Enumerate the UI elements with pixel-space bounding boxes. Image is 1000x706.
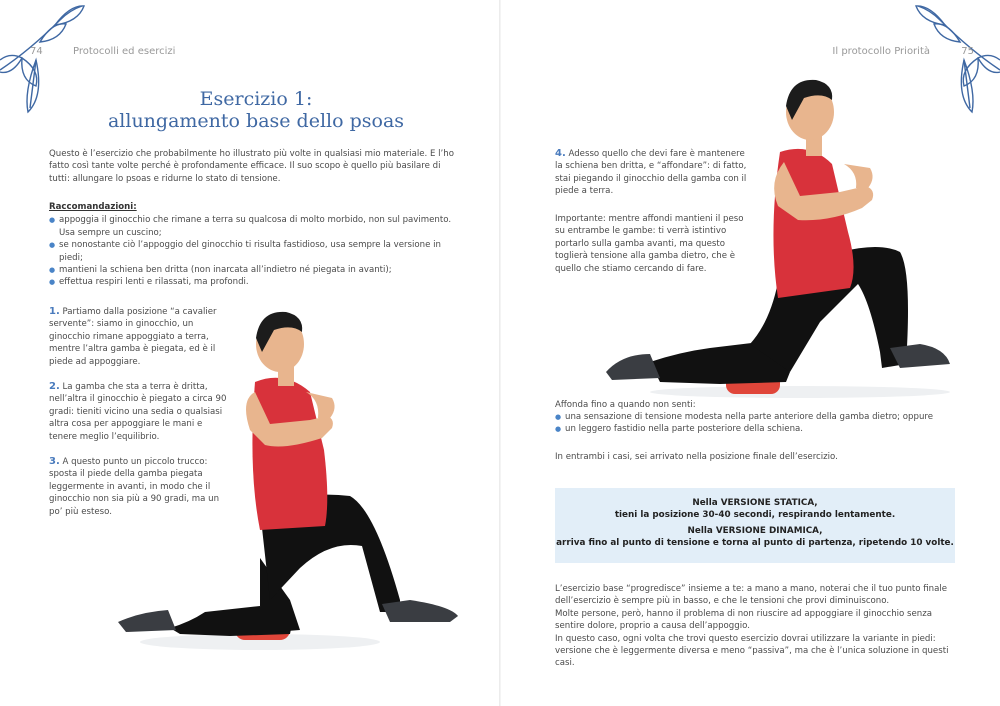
exercise-title [96,88,416,132]
intro-paragraph: Questo è l’esercizio che probabilmente ho illustrato più volte in qualsiasi mio materiale. E l’ho fatto così tante volte perché è profondamente efficace. Il suo scopo è quello più basilare di tutti: allungare lo psoas e ridurne lo stato di tensione. [49,149,454,184]
exercise-title-line2: allungamento base dello psoas [107,110,405,132]
book-gutter [499,0,501,706]
affonda-paragraph: Affonda fino a quando non senti: [555,400,696,410]
list-item: ● se nonostante ciò l’appoggio del ginocchio ti risulta fastidioso, usa sempre la versione in piedi; [49,239,459,264]
step-text: Partiamo dalla posizione “a cavalier servente”: siamo in ginocchio, un ginocchio rimane appoggiato a terra, mentre l’altra gamba è piegata, ed è il piede ad appoggiare. [49,307,217,367]
step-number: 4. [555,148,566,159]
exercise-title-line1: Esercizio 1: [199,88,313,110]
running-head-right: Il protocollo Priorità [832,46,930,57]
step-text: A questo punto un piccolo trucco: sposta il piede della gamba piegata leggermente in avanti, in modo che il ginocchio non sia più a 90 gradi, ma un po’ più esteso. [49,457,220,517]
final-position-paragraph: In entrambi i casi, sei arrivato nella posizione finale dell’esercizio. [555,452,838,462]
list-item: ● una sensazione di tensione modesta nella parte anteriore della gamba dietro; oppure [555,411,955,423]
page-number-left: 74 [30,46,43,57]
leaf-ornament-icon [0,0,90,120]
outro-paragraph: In questo caso, ogni volta che trovi questo esercizio dovrai utilizzare la variante in piedi: versione che è leggermente diversa e meno “passiva”, ma che è l’unica soluzione in questi casi. [555,633,949,669]
sensations [555,411,955,436]
step-number: 1. [49,306,60,317]
step-text: Adesso quello che devi fare è mantenere la schiena ben dritta, e “affondare”: di fatto, stai piegando il ginocchio della gamba con il piede a terra. [555,149,747,197]
list-item: ● mantieni la schiena ben dritta (non inarcata all’indietro né piegata in avanti); [49,264,459,276]
dynamic-version-title: Nella VERSIONE DINAMICA, [687,525,823,536]
static-version-text: tieni la posizione 30-40 secondi, respirando lentamente. [614,510,896,521]
important-note: Importante: mentre affondi mantieni il peso su entrambe le gambe: ti verrà istintivo portarlo sulla gamba avanti, ma questo toglierà tensione alla gamba dietro, che è quello che stiamo cercando di fare. [555,214,744,274]
list-item: ● appoggia il ginocchio che rimane a terra su qualcosa di molto morbido, non sul pavimento. Usa sempre un cuscino; [49,214,459,239]
step-text: La gamba che sta a terra è dritta, nell’altra il ginocchio è piegato a circa 90 gradi: tieniti vicino una sedia o qualsiasi altra cosa per appoggiare le mani e tenere meglio l’equilibrio. [49,382,227,442]
recommendations-heading: Raccomandazioni: [49,202,137,212]
exercise-photo-start [110,300,470,660]
step-number: 2. [49,381,60,393]
page-number-right: 75 [961,46,974,57]
dynamic-version-text: arriva fino al punto di tensione e torna al punto di partenza, ripetendo 10 volte. [556,538,954,549]
static-version [555,497,955,522]
outro-paragraph: L’esercizio base “progredisce” insieme a te: a mano a mano, noterai che il tuo punto finale dell’esercizio è sempre più in basso, e che le tensioni che provi diminuiscono. [555,584,948,607]
versions-box [555,488,955,563]
static-version-title: Nella VERSIONE STATICA, [692,498,818,508]
list-item: ● un leggero fastidio nella parte posteriore della schiena. [555,423,955,435]
sensations-list [555,411,955,436]
recommendations [49,201,459,289]
outro-paragraph: Molte persone, però, hanno il problema di non riuscire ad appoggiare il ginocchio senza sentire dolore, proprio a causa dell’appoggio. [555,608,933,632]
running-head-left: Protocolli ed esercizi [73,46,176,57]
exercise-photo-lunge [600,72,960,402]
step-number: 3. [49,456,60,468]
dynamic-version [555,525,955,550]
outro-text [555,583,955,670]
list-item: ● effettua respiri lenti e rilassati, ma profondi. [49,276,459,288]
recommendations-list [49,214,459,288]
